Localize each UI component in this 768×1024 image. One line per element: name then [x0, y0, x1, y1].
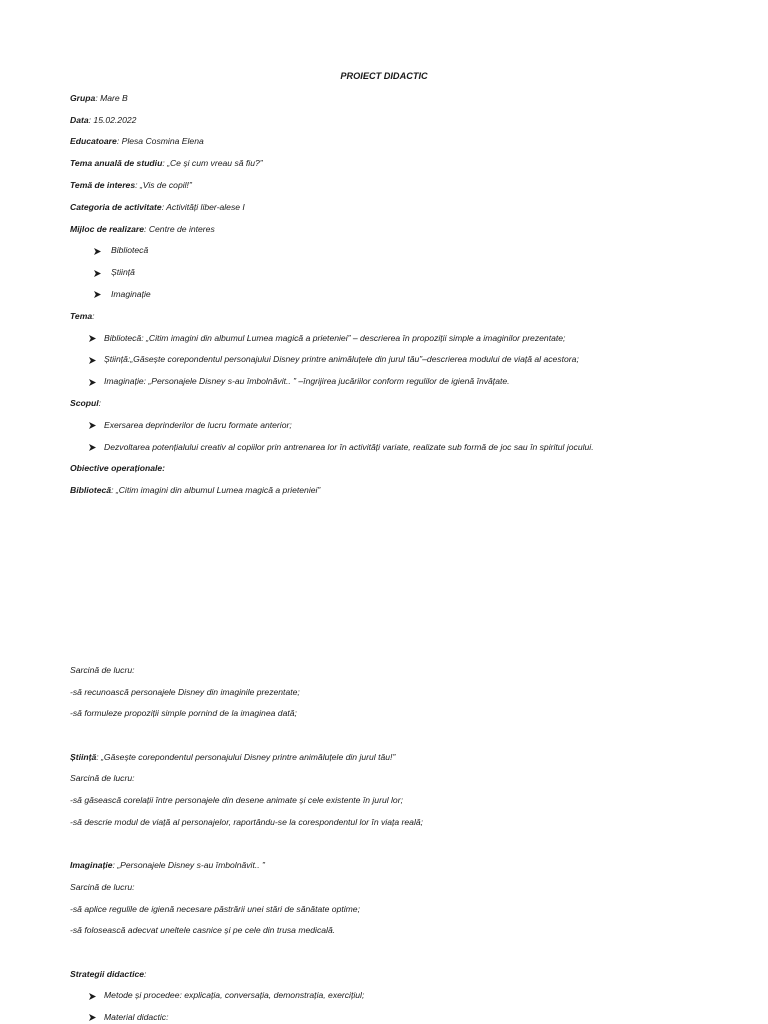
list-item [70, 328, 768, 350]
task-item: -să găsească corelații între personajele din desene animate și cele existente în jurul lor; [70, 795, 403, 806]
list-item-text: Dezvoltarea potențialului creativ al copiilor prin antrenarea lor în activități variate, realizate sub formă de joc sau în spiritul jocului. [104, 441, 594, 452]
field-label: Data [70, 114, 89, 125]
blank-line [70, 942, 768, 964]
field-grupa [70, 88, 768, 110]
field-label: Categoria de activitate [70, 201, 162, 212]
task-label: Sarcină de lucru: [70, 664, 135, 675]
scopul-heading [70, 393, 768, 415]
list-item-text: Bibliotecă [111, 245, 149, 256]
field-value: : Activități liber-alese I [161, 201, 245, 212]
tema-heading [70, 306, 768, 328]
list-item-text: Știință:„Găsește corepondentul personajului Disney printre animăluțele din jurul tău”–descrierea modului de viață al acestora; [104, 354, 579, 365]
center-theme: : „Citim imagini din albumul Lumea magică a prieteniei” [111, 485, 321, 496]
center-label: Știință [70, 751, 97, 762]
list-item [70, 415, 768, 437]
arrow-bullet-icon [94, 248, 101, 255]
field-label: Tema [70, 310, 93, 321]
field-label: Strategii didactice [70, 968, 145, 979]
list-item-text: Material didactic: [104, 1012, 169, 1023]
scopul-list [70, 415, 768, 459]
field-label: Educatoare [70, 136, 117, 147]
arrow-bullet-icon [89, 993, 96, 1000]
list-item-text: Știință [111, 267, 135, 278]
center-biblioteca-heading [70, 480, 768, 502]
field-value: : [144, 968, 147, 979]
blank-line [70, 725, 768, 747]
document-title: PROIECT DIDACTIC [340, 71, 428, 81]
list-item-text: Metode și procedee: explicația, conversația, demonstrația, exercițiul; [104, 990, 365, 1001]
obiective-heading [70, 458, 768, 480]
task-item: -să aplice regulile de igienă necesare păstrării unei stări de sănătate optime; [70, 903, 360, 914]
field-label: Grupa [70, 92, 96, 103]
list-item-text: Exersarea deprinderilor de lucru formate anterior; [104, 419, 292, 430]
field-categoria [70, 197, 768, 219]
task-item: -să recunoască personajele Disney din imaginile prezentate; [70, 686, 300, 697]
center-theme: : „Găsește corepondentul personajului Disney printre animăluțele din jurul tău!” [96, 751, 396, 762]
list-item [70, 437, 768, 459]
list-item [70, 985, 768, 1007]
field-tema-anuala [70, 153, 768, 175]
list-item [70, 1011, 768, 1023]
task-item: -să folosească adecvat uneltele casnice și pe cele din trusa medicală. [70, 925, 336, 936]
arrow-bullet-icon [89, 335, 96, 342]
list-item [70, 262, 768, 284]
field-value: : [92, 310, 95, 321]
field-label: Temă de interes [70, 179, 136, 190]
task-label: Sarcină de lucru: [70, 773, 135, 784]
arrow-bullet-icon [89, 1014, 96, 1021]
tema-list [70, 328, 768, 393]
task-item: -să formuleze propoziții simple pornind de la imaginea dată; [70, 708, 297, 719]
center-stiinta-heading [70, 747, 768, 769]
task-item: -să descrie modul de viață al personajelor, raportându-se la corespondentul lor în viața reală; [70, 816, 424, 827]
field-label: Tema anuală de studiu [70, 158, 163, 169]
field-value: : Mare B [95, 92, 128, 103]
field-educatoare [70, 131, 768, 153]
strategii-heading [70, 964, 768, 986]
arrow-bullet-icon [89, 357, 96, 364]
field-tema-interes [70, 175, 768, 197]
arrow-bullet-icon [89, 422, 96, 429]
center-label: Imaginație [70, 860, 113, 871]
field-value: : [98, 397, 102, 408]
section-objectives [70, 660, 768, 1024]
blank-line [70, 833, 768, 855]
arrow-bullet-icon [89, 444, 96, 451]
strategii-list [70, 985, 768, 1023]
field-value: : 15.02.2022 [88, 114, 137, 125]
list-item-text: Imaginație [111, 288, 151, 299]
field-value: : Centre de interes [144, 223, 215, 234]
list-item [70, 240, 768, 262]
field-value: : „Vis de copil!” [135, 179, 192, 190]
arrow-bullet-icon [94, 291, 101, 298]
section-label: Obiective operaționale: [70, 463, 166, 474]
arrow-bullet-icon [94, 270, 101, 277]
field-mijloc [70, 219, 768, 241]
field-label: Mijloc de realizare [70, 223, 145, 234]
list-item-text: Imaginație: „Personajele Disney s-au îmbolnăvit.. ” –îngrijirea jucăriilor conform regulilor de igienă învățate. [104, 376, 510, 387]
center-label: Bibliotecă [70, 485, 112, 496]
list-item [70, 371, 768, 393]
task-label: Sarcină de lucru: [70, 881, 135, 892]
field-value: : Plesa Cosmina Elena [116, 136, 204, 147]
center-imaginatie-heading [70, 855, 768, 877]
mijloc-list [70, 240, 768, 305]
field-data [70, 110, 768, 132]
list-item [70, 349, 768, 371]
field-value: : „Ce și cum vreau să fiu?” [162, 158, 263, 169]
list-item [70, 284, 768, 306]
center-theme: : „Personajele Disney s-au îmbolnăvit.. ” [112, 860, 265, 871]
section-general [70, 66, 768, 502]
list-item-text: Bibliotecă: „Citim imagini din albumul Lumea magică a prieteniei” – descrierea în propoziții simple a imaginilor prezentate; [104, 332, 566, 343]
arrow-bullet-icon [89, 379, 96, 386]
field-label: Scopul [70, 397, 99, 408]
